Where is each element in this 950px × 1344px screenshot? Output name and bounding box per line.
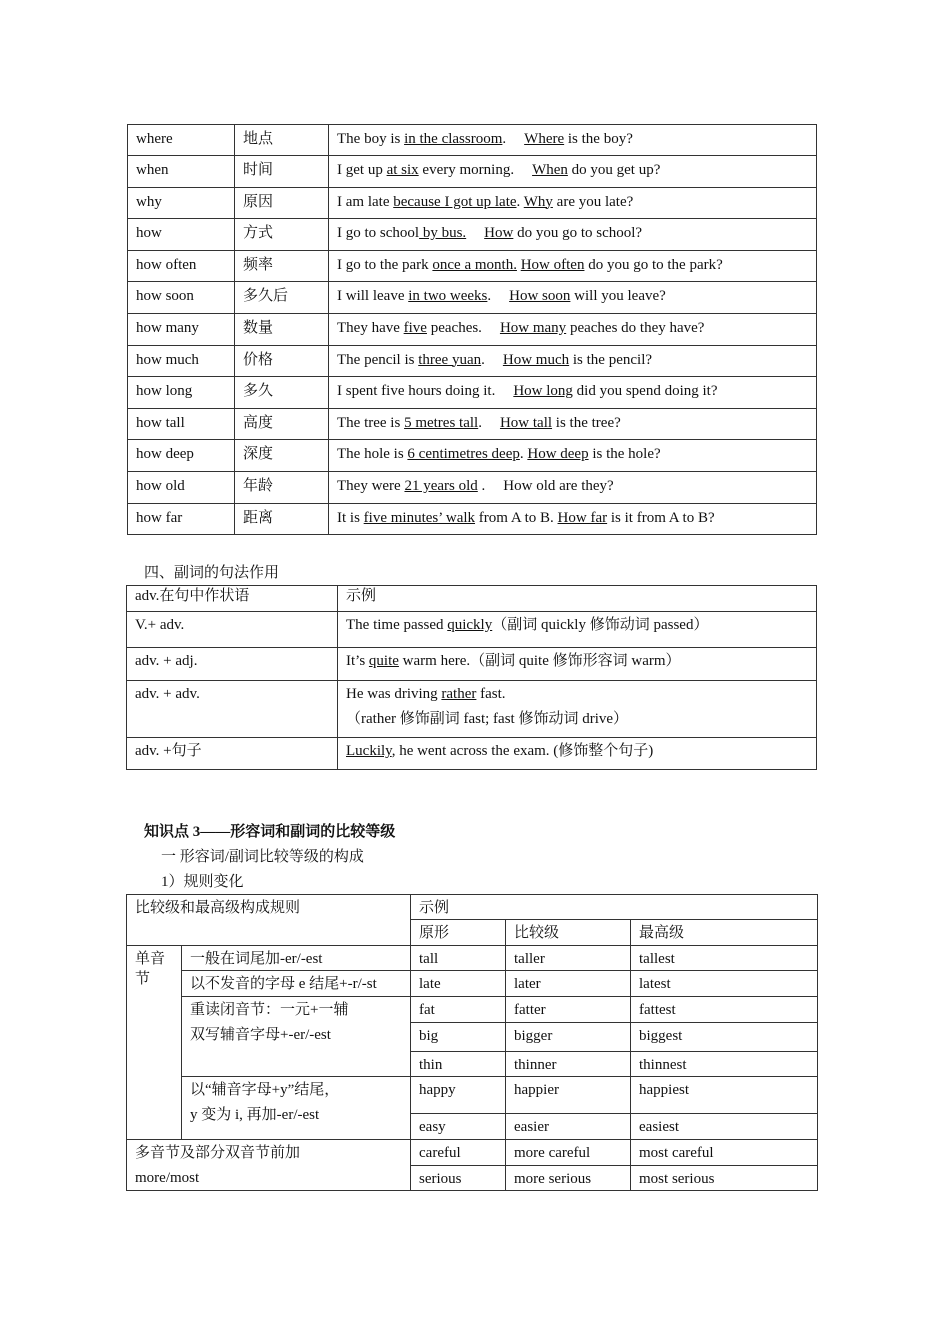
sentence-text: He was driving [346, 686, 442, 702]
table-row [128, 345, 817, 377]
word-comparative: more careful [506, 1140, 631, 1166]
word-superlative: easiest [631, 1114, 818, 1140]
example-sentence [329, 250, 817, 282]
question-meaning: 深度 [235, 440, 329, 472]
header-example: 示例 [338, 586, 817, 612]
underlined-text: How many [499, 319, 567, 336]
sentence-text: peaches. [426, 319, 482, 336]
table-row [127, 1140, 818, 1166]
question-meaning: 时间 [235, 156, 329, 188]
sentence-text: is it from A to B? [607, 509, 715, 526]
underlined-text: in two weeks [408, 288, 488, 305]
underlined-text: by bus. [419, 225, 467, 242]
rule-double-line2: 双写辅音字母+-er/-est [190, 1027, 331, 1043]
underlined-text: rather [441, 686, 477, 702]
sentence-text: did you spend doing it? [572, 383, 718, 400]
rule-silent-e: 以不发音的字母 e 结尾+-r/-st [182, 971, 411, 997]
adverb-pattern: adv. +句子 [127, 738, 338, 770]
underlined-text: once a month. [432, 256, 517, 273]
table-row [128, 503, 817, 535]
word-superlative: tallest [631, 946, 818, 971]
sentence-text: . [478, 414, 482, 431]
sentence-text: do you go to school? [513, 225, 643, 242]
table-row [127, 971, 818, 997]
example-sentence [329, 503, 817, 535]
table-row [128, 440, 817, 472]
word-comparative: happier [506, 1077, 631, 1114]
word-comparative: easier [506, 1114, 631, 1140]
rule-multi [127, 1140, 411, 1191]
sentence-text: It is [337, 509, 364, 526]
table-header-row [127, 895, 818, 920]
underlined-text: in the classroom [404, 131, 503, 147]
sentence-text: . [487, 288, 492, 305]
word-superlative: biggest [631, 1023, 818, 1052]
sentence-text: （副词 quickly 修饰动词 passed） [492, 617, 709, 633]
table-row [128, 377, 817, 409]
table-header-row [127, 586, 817, 612]
header-pattern: adv.在句中作状语 [127, 586, 338, 612]
sentence-text: The time passed [346, 617, 448, 633]
example-sentence [329, 408, 817, 440]
question-meaning: 原因 [235, 187, 329, 219]
underlined-text: How soon [509, 288, 571, 305]
word-superlative: happiest [631, 1077, 818, 1114]
section5-subtitle: 一 形容词/副词比较等级的构成 [161, 849, 364, 865]
table-row [128, 471, 817, 503]
underlined-text: five [403, 319, 427, 336]
word-base: serious [411, 1166, 506, 1191]
sentence-text: I go to the park [337, 256, 433, 273]
sentence-text: from A to B. [475, 509, 558, 526]
word-superlative: thinnest [631, 1052, 818, 1077]
word-base: tall [411, 946, 506, 971]
section5-subsubtitle: 1）规则变化 [161, 874, 244, 890]
table-row [128, 156, 817, 188]
word-superlative: fattest [631, 997, 818, 1023]
question-word: when [128, 156, 235, 188]
table-row [128, 250, 817, 282]
question-word: how [128, 219, 235, 251]
rule-y [182, 1077, 411, 1140]
header-rule: 比较级和最高级构成规则 [127, 895, 411, 946]
example-line [346, 684, 808, 704]
underlined-text: How often [520, 256, 585, 273]
rule-double-line1: 重读闭音节：一元+一辅 [190, 1002, 349, 1018]
group-monosyllabic: 单音节 [127, 946, 182, 1140]
question-meaning: 高度 [235, 408, 329, 440]
question-word: how long [128, 377, 235, 409]
rule-double [182, 997, 411, 1077]
sentence-text: They have [337, 319, 404, 336]
comparison-table [126, 894, 818, 1191]
header-base: 原形 [411, 920, 506, 946]
sentence-text: will you leave? [570, 288, 666, 305]
word-superlative: most careful [631, 1140, 818, 1166]
underlined-text: quite [368, 653, 399, 669]
question-meaning: 年龄 [235, 471, 329, 503]
underlined-text: How much [502, 351, 570, 368]
question-word: how deep [128, 440, 235, 472]
sentence-text: is the pencil? [569, 351, 653, 368]
header-comparative: 比较级 [506, 920, 631, 946]
sentence-text: . [519, 446, 528, 463]
word-comparative: fatter [506, 997, 631, 1023]
table-row [128, 408, 817, 440]
sentence-text: are you late? [552, 193, 634, 210]
sentence-text: every morning. [418, 162, 515, 178]
example-sentence [329, 440, 817, 472]
underlined-text: five minutes’ walk [363, 509, 476, 526]
word-comparative: taller [506, 946, 631, 971]
question-meaning: 数量 [235, 313, 329, 345]
question-word: how far [128, 503, 235, 535]
table-row [127, 681, 817, 738]
sentence-text: I get up [337, 162, 387, 178]
example-sentence [329, 471, 817, 503]
example-sentence [329, 187, 817, 219]
adverb-pattern: adv. + adj. [127, 648, 338, 681]
table-row [128, 313, 817, 345]
rule-multi-line2: more/most [135, 1170, 200, 1186]
sentence-text: peaches do they have? [566, 319, 705, 336]
question-meaning: 价格 [235, 345, 329, 377]
sentence-text: They were [337, 477, 405, 494]
word-base: late [411, 971, 506, 997]
underlined-text: How far [557, 509, 608, 526]
underlined-text: quickly [447, 617, 493, 633]
example-line [346, 651, 808, 671]
underlined-text: 5 metres tall [404, 414, 479, 431]
underlined-text: Where [524, 131, 565, 147]
table-row [128, 282, 817, 314]
sentence-text: is the boy? [564, 131, 633, 147]
adverb-example [338, 612, 817, 648]
rule-y-line2: y 变为 i, 再加-er/-est [190, 1107, 320, 1123]
header-example: 示例 [411, 895, 818, 920]
sentence-text: I spent five hours doing it. [337, 383, 496, 400]
example-sentence [329, 156, 817, 188]
table-row [127, 1077, 818, 1114]
example-sentence [329, 313, 817, 345]
example-line [346, 615, 808, 635]
sentence-text: . [477, 477, 486, 494]
adverb-example [338, 738, 817, 770]
table-row [127, 946, 818, 971]
rule-general: 一般在词尾加-er/-est [182, 946, 411, 971]
question-word: how many [128, 313, 235, 345]
underlined-text: How deep [527, 446, 589, 463]
section5-title: 知识点 3——形容词和副词的比较等级 [144, 824, 396, 840]
underlined-text: 21 years old [404, 477, 478, 494]
question-meaning: 方式 [235, 219, 329, 251]
word-comparative: later [506, 971, 631, 997]
word-base: happy [411, 1077, 506, 1114]
sentence-text: The tree is [337, 414, 405, 431]
example-line [346, 709, 808, 729]
adverb-function-table [126, 585, 817, 770]
sentence-text: fast. [476, 686, 506, 702]
sentence-text: warm here.（副词 quite 修饰形容词 warm） [398, 653, 681, 669]
question-words-table [127, 124, 817, 535]
sentence-text: The boy is [337, 131, 405, 147]
underlined-text: because I got up late [393, 193, 517, 210]
word-comparative: thinner [506, 1052, 631, 1077]
table-row [127, 648, 817, 681]
adverb-pattern: V.+ adv. [127, 612, 338, 648]
question-word: how much [128, 345, 235, 377]
sentence-text: The pencil is [337, 351, 419, 368]
word-comparative: bigger [506, 1023, 631, 1052]
table-row [128, 219, 817, 251]
question-meaning: 距离 [235, 503, 329, 535]
table-row [128, 187, 817, 219]
example-sentence [329, 282, 817, 314]
sentence-text: It’s [346, 653, 369, 669]
underlined-text: 6 centimetres deep [407, 446, 520, 463]
word-base: big [411, 1023, 506, 1052]
question-meaning: 频率 [235, 250, 329, 282]
example-sentence [329, 219, 817, 251]
underlined-text: How tall [499, 414, 553, 431]
underlined-text: Luckily [346, 743, 392, 759]
question-word: where [128, 125, 235, 156]
example-sentence [329, 125, 817, 156]
table-row [127, 997, 818, 1023]
table-row [127, 738, 817, 770]
underlined-text: When [532, 162, 568, 178]
question-meaning: 地点 [235, 125, 329, 156]
underlined-text: Why [523, 193, 553, 210]
word-superlative: most serious [631, 1166, 818, 1191]
sentence-text: . [516, 193, 524, 210]
rule-multi-line1: 多音节及部分双音节前加 [135, 1145, 301, 1161]
sentence-text: The hole is [337, 446, 408, 463]
sentence-text: do you go to the park? [584, 256, 723, 273]
adverb-example [338, 648, 817, 681]
sentence-text: do you get up? [567, 162, 661, 178]
word-comparative: more serious [506, 1166, 631, 1191]
table-row [128, 125, 817, 156]
sentence-text: is the tree? [552, 414, 621, 431]
word-base: fat [411, 997, 506, 1023]
sentence-text: I am late [337, 193, 394, 210]
question-word: how old [128, 471, 235, 503]
underlined-text: three yuan [418, 351, 482, 368]
adverb-example [338, 681, 817, 738]
question-word: why [128, 187, 235, 219]
question-meaning: 多久 [235, 377, 329, 409]
sentence-text: . [481, 351, 485, 368]
sentence-text: I go to school [337, 225, 420, 242]
section4-title: 四、副词的句法作用 [144, 565, 280, 581]
sentence-text: How old are they? [503, 477, 614, 494]
word-superlative: latest [631, 971, 818, 997]
word-base: easy [411, 1114, 506, 1140]
word-base: careful [411, 1140, 506, 1166]
header-superlative: 最高级 [631, 920, 818, 946]
rule-y-line1: 以“辅音字母+y”结尾， [190, 1082, 340, 1098]
question-word: how often [128, 250, 235, 282]
sentence-text: , he went across the exam. (修饰整个句子) [391, 743, 654, 759]
question-meaning: 多久后 [235, 282, 329, 314]
sentence-text: is the hole? [588, 446, 661, 463]
sentence-text: . [502, 131, 507, 147]
example-sentence [329, 345, 817, 377]
question-word: how soon [128, 282, 235, 314]
word-base: thin [411, 1052, 506, 1077]
table-row [127, 612, 817, 648]
underlined-text: at six [386, 162, 419, 178]
underlined-text: How [484, 225, 514, 242]
example-sentence [329, 377, 817, 409]
adverb-pattern: adv. + adv. [127, 681, 338, 738]
underlined-text: How long [513, 383, 573, 400]
question-word: how tall [128, 408, 235, 440]
sentence-text: I will leave [337, 288, 409, 305]
example-line [346, 741, 808, 761]
sentence-text: （rather 修饰副词 fast; fast 修饰动词 drive） [346, 711, 629, 727]
